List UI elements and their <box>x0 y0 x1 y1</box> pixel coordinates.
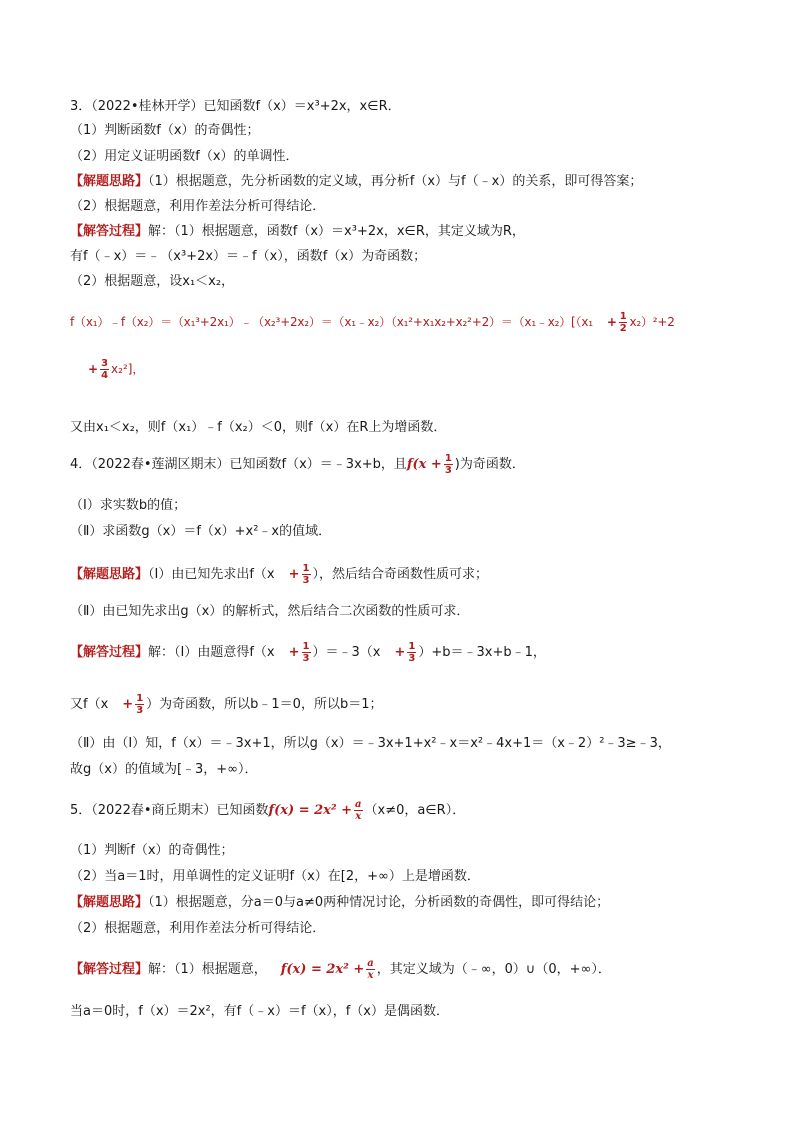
problem-3-process: 【解答过程】解：（1）根据题意，函数f（x）＝x³+2x，x∈R，其定义域为R， <box>70 224 525 239</box>
problem-3-solution-idea: 【解题思路】（1）根据题意，先分析函数的定义域，再分析f（x）与f（﹣x）的关系，即可得答案； <box>70 174 643 189</box>
problem-3-process-2: 有f（﹣x）＝﹣（x³+2x）＝﹣f（x），函数f（x）为奇函数； <box>70 249 427 264</box>
problem-4-heading: 4．（2022春•莲湖区期末）已知函数f（x）＝﹣3x+b，且f(x + $\frac{1}{3}$ )为奇函数． <box>70 453 525 476</box>
problem-5-question-1: （1）判断f（x）的奇偶性； <box>70 843 234 858</box>
problem-3-process-5: + $\frac{3}{4}$ x₂²]， <box>88 358 145 381</box>
problem-3-heading: 3．（2022•桂林开学）已知函数f（x）＝x³+2x，x∈R． <box>70 99 401 114</box>
problem-3-question-2: （2）用定义证明函数f（x）的单调性． <box>70 149 299 164</box>
problem-5-process-2: 当a＝0时，f（x）＝2x²，有f（﹣x）＝f（x），f（x）是偶函数． <box>70 1004 449 1019</box>
fraction-three-quarters: $\frac{3}{4}$ <box>101 358 109 381</box>
problem-4-conclusion: 故g（x）的值域为[﹣3，+∞）． <box>70 762 258 777</box>
problem-5-solution-idea: 【解题思路】（1）根据题意，分a＝0与a≠0两种情况讨论，分析函数的奇偶性，即可得结论； <box>70 895 610 910</box>
fraction-a-over-x: $\frac{a}{x}$ <box>355 799 362 822</box>
problem-5-question-2: （2）当a＝1时，用单调性的定义证明f（x）在[2，+∞）上是增函数． <box>70 869 480 884</box>
problem-5-process: 【解答过程】解：（1）根据题意， f(x) = 2x² + $\frac{a}{x}$ ，其定义域为（﹣∞，0）∪（0，+∞）． <box>70 958 611 981</box>
fraction-one-third: $\frac{1}{3}$ <box>136 693 144 716</box>
fraction-one-third: $\frac{1}{3}$ <box>302 563 310 586</box>
problem-4-solution-idea-2: （Ⅱ）由已知先求出g（x）的解析式，然后结合二次函数的性质可求． <box>70 604 470 619</box>
problem-4-solution-idea: 【解题思路】（Ⅰ）由已知先求出f（x + $\frac{1}{3}$ ），然后结合奇函数性质可求； <box>70 563 489 586</box>
fraction-one-third: $\frac{1}{3}$ <box>408 641 416 664</box>
problem-4-process-2: 又f（x + $\frac{1}{3}$ ）为奇函数，所以b﹣1＝0，所以b＝1； <box>70 693 383 716</box>
problem-3-process-4: f（x₁）﹣f（x₂）＝（x₁³+2x₁）﹣（x₂³+2x₂）＝（x₁﹣x₂）（x₁²+x₁x₂+x₂²+2）＝（x₁﹣x₂）[（x₁ + $\frac{1}{2}$ x₂）²+2 <box>70 311 675 334</box>
problem-4-process: 【解答过程】解：（Ⅰ）由题意得f（x + $\frac{1}{3}$ ）＝﹣3（x + $\frac{1}{3}$ ）+b＝﹣3x+b﹣1， <box>70 641 546 664</box>
problem-4-question-2: （Ⅱ）求函数g（x）＝f（x）+x²﹣x的值域． <box>70 524 332 539</box>
problem-4-question-1: （Ⅰ）求实数b的值； <box>70 498 187 513</box>
problem-4-process-3: （Ⅱ）由（Ⅰ）知，f（x）＝﹣3x+1，所以g（x）＝﹣3x+1+x²﹣x＝x²﹣4x+1＝（x﹣2）²﹣3≥﹣3， <box>70 736 671 751</box>
problem-5-solution-idea-2: （2）根据题意，利用作差法分析可得结论． <box>70 921 326 936</box>
problem-3-conclusion: 又由x₁＜x₂，则f（x₁）﹣f（x₂）＜0，则f（x）在R上为增函数． <box>70 420 447 435</box>
fraction-one-third: $\frac{1}{3}$ <box>444 453 452 476</box>
fraction-a-over-x: $\frac{a}{x}$ <box>367 958 374 981</box>
problem-3-process-3: （2）根据题意，设x₁＜x₂， <box>70 274 235 289</box>
fraction-one-half: $\frac{1}{2}$ <box>619 311 627 334</box>
problem-3-solution-idea-2: （2）根据题意，利用作差法分析可得结论． <box>70 199 326 214</box>
fraction-one-third: $\frac{1}{3}$ <box>302 641 310 664</box>
problem-5-heading: 5．（2022春•商丘期末）已知函数f(x) = 2x² + $\frac{a}{x}$ （x≠0，a∈R）． <box>70 799 466 822</box>
problem-3-question-1: （1）判断函数f（x）的奇偶性； <box>70 123 260 138</box>
